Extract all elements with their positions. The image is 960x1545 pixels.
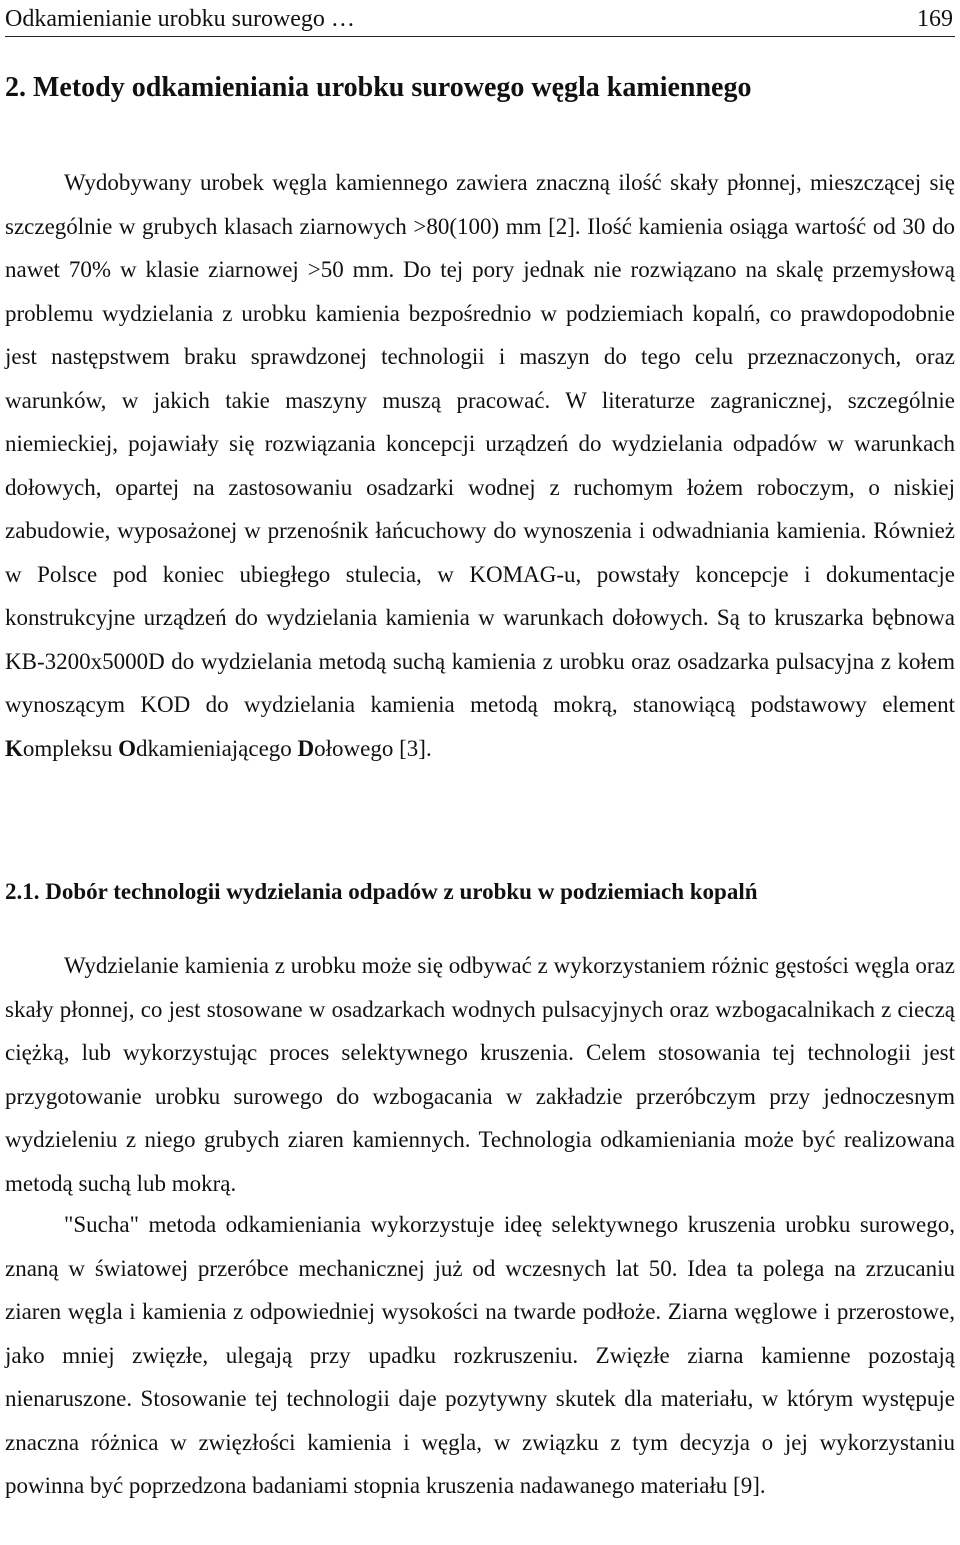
- bold-initial: K: [5, 735, 23, 761]
- page-number: 169: [917, 6, 953, 32]
- body-paragraph: "Sucha" metoda odkamieniania wykorzystuje ideę selektywnego kruszenia urobku surowego, znaną w światowej przeróbce mechanicznej już od wczesnych lat 50. Idea ta polega na zrzucaniu ziaren węgla i kamienia z odpowiedniej wysokości na twarde podłoże. Ziarna węglowe i przerostowe, jako mniej zwięzłe, ulegają przy upadku rozkruszeniu. Zwięzłe ziarna kamienne pozostają nienaruszone. Stosowanie tej technologii daje pozytywny skutek dla materiału, w którym występuje znaczna różnica w zwięzłości kamienia i węgla, w związku z tym decyzja o jej wykorzystaniu powinna być poprzedzona badaniami stopnia kruszenia nadawanego materiału [9].: [5, 1212, 955, 1498]
- paragraph-text: ompleksu: [22, 735, 119, 761]
- header-title: Odkamienianie urobku surowego …: [5, 6, 355, 32]
- running-header: [5, 2, 955, 37]
- bold-initial: D: [297, 735, 315, 761]
- paragraph-text: ołowego [3].: [314, 735, 432, 761]
- section-heading: 2. Metody odkamieniania urobku surowego węgla kamiennego: [5, 72, 752, 103]
- paragraph-text: dkamieniającego: [135, 735, 298, 761]
- body-paragraph: [5, 161, 955, 770]
- subsection-heading: 2.1. Dobór technologii wydzielania odpadów z urobku w podziemiach kopalń: [5, 879, 758, 904]
- bold-initial: O: [118, 735, 136, 761]
- body-paragraph: Wydzielanie kamienia z urobku może się odbywać z wykorzystaniem różnic gęstości węgla oraz skały płonnej, co jest stosowane w osadzarkach wodnych pulsacyjnych oraz wzbogacalnikach z cieczą ciężką, lub wykorzystując proces selektywnego kruszenia. Celem stosowania tej technologii jest przygotowanie urobku surowego do wzbogacania w zakładzie przeróbczym przy jednoczesnym wydzieleniu z niego grubych ziaren kamiennych. Technologia odkamieniania może być realizowana metodą suchą lub mokrą.: [5, 953, 955, 1196]
- paragraph-text: Wydobywany urobek węgla kamiennego zawiera znaczną ilość skały płonnej, mieszczącej się szczególnie w grubych klasach ziarnowych >80(100) mm [2]. Ilość kamienia osiąga wartość od 30 do nawet 70% w klasie ziarnowej >50 mm. Do tej pory jednak nie rozwiązano na skalę przemysłową problemu wydzielania z urobku kamienia bezpośrednio w podziemiach kopalń, co prawdopodobnie jest następstwem braku sprawdzonej technologii i maszyn do tego celu przeznaczonych, oraz warunków, w jakich takie maszyny muszą pracować. W literaturze zagranicznej, szczególnie niemieckiej, pojawiały się rozwiązania koncepcji urządzeń do wydzielania odpadów w warunkach dołowych, opartej na zastosowaniu osadzarki wodnej z ruchomym łożem roboczym, o niskiej zabudowie, wyposażonej w przenośnik łańcuchowy do wynoszenia i odwadniania kamienia. Również w Polsce pod koniec ubiegłego stulecia, w KOMAG-u, powstały koncepcje i dokumentacje konstrukcyjne urządzeń do wydzielania kamienia w warunkach dołowych. Są to kruszarka bębnowa KB-3200x5000D do wydzielania metodą suchą kamienia z urobku oraz osadzarka pulsacyjna z kołem wynoszącym KOD do wydzielania kamienia metodą mokrą, stanowiącą podstawowy element: [5, 170, 955, 717]
